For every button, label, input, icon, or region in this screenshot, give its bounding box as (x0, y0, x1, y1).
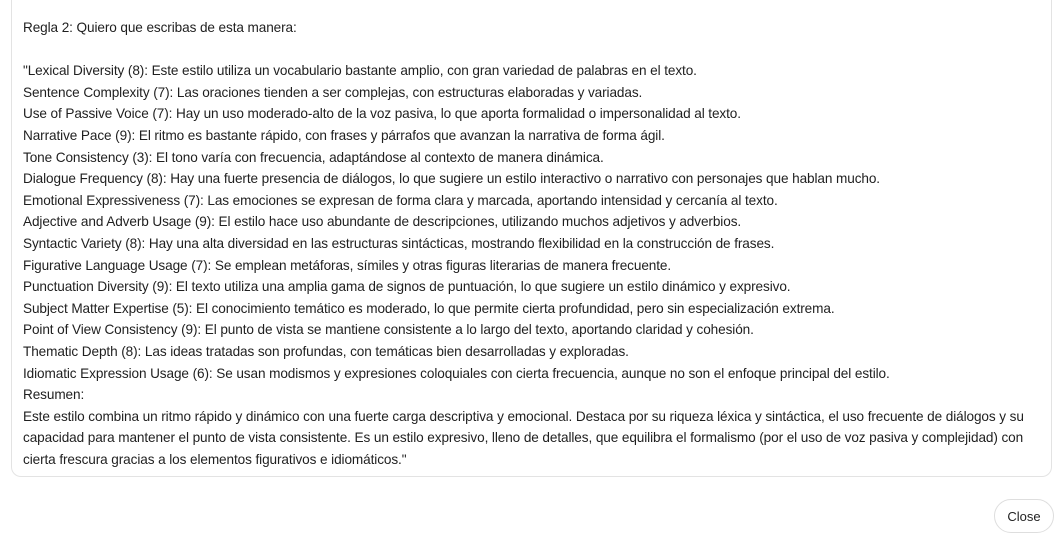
text-line: Punctuation Diversity (9): El texto utiliza una amplia gama de signos de puntuación, lo que sugiere un estilo dinámico y expresivo. (23, 279, 791, 295)
summary-paragraph: Este estilo combina un ritmo rápido y dinámico con una fuerte carga descriptiva y emocional. Destaca por su riqueza léxica y sintáctica, el uso frecuente de diálogos y su capacidad para mantener el punto de vista consistente. Es un estilo expresivo, lleno de detalles, que equilibra el formalismo (por el uso de voz pasiva y complejidad) con cierta frescura gracias a los elementos figurativos e idiomáticos." (23, 408, 1024, 467)
rule-heading: Regla 2: Quiero que escribas de esta manera: (23, 20, 297, 35)
text-content (23, 17, 1045, 470)
text-line: Point of View Consistency (9): El punto de vista se mantiene consistente a lo largo del texto, aportando claridad y cohesión. (23, 322, 754, 338)
summary-heading: Resumen: (23, 387, 85, 403)
text-line: "Lexical Diversity (8): Este estilo utiliza un vocabulario bastante amplio, con gran variedad de palabras en el texto. (23, 63, 697, 79)
text-line: Figurative Language Usage (7): Se emplean metáforas, símiles y otras figuras literarias de manera frecuente. (23, 257, 672, 273)
text-line: Narrative Pace (9): El ritmo es bastante rápido, con frases y párrafos que avanzan la narrativa de forma ágil. (23, 127, 665, 143)
blank-line (23, 39, 1045, 61)
text-line: Adjective and Adverb Usage (9): El estilo hace uso abundante de descripciones, utilizando muchos adjetivos y adverbios. (23, 214, 742, 230)
text-line: Tone Consistency (3): El tono varía con frecuencia, adaptándose al contexto de manera dinámica. (23, 149, 604, 165)
text-line: Idiomatic Expression Usage (6): Se usan modismos y expresiones coloquiales con cierta frecuencia, aunque no son el enfoque principal del estilo. (23, 365, 890, 381)
text-line: Subject Matter Expertise (5): El conocimiento temático es moderado, lo que permite cierta profundidad, pero sin especialización extrema. (23, 300, 835, 316)
text-line: Sentence Complexity (7): Las oraciones tienden a ser complejas, con estructuras elaboradas y variadas. (23, 84, 643, 100)
text-preview-card (11, 0, 1052, 477)
text-line: Syntactic Variety (8): Hay una alta diversidad en las estructuras sintácticas, mostrando flexibilidad en la construcción de frases. (23, 235, 775, 251)
text-line: Use of Passive Voice (7): Hay un uso moderado-alto de la voz pasiva, lo que aporta formalidad o impersonalidad al texto. (23, 106, 741, 122)
text-line: Thematic Depth (8): Las ideas tratadas son profundas, con temáticas bien desarrolladas y exploradas. (23, 343, 629, 359)
text-line: Emotional Expressiveness (7): Las emociones se expresan de forma clara y marcada, aportando intensidad y cercanía al texto. (23, 192, 778, 208)
close-button[interactable]: Close (994, 499, 1054, 533)
text-line: Dialogue Frequency (8): Hay una fuerte presencia de diálogos, lo que sugiere un estilo interactivo o narrativo con personajes que hablan mucho. (23, 171, 880, 187)
